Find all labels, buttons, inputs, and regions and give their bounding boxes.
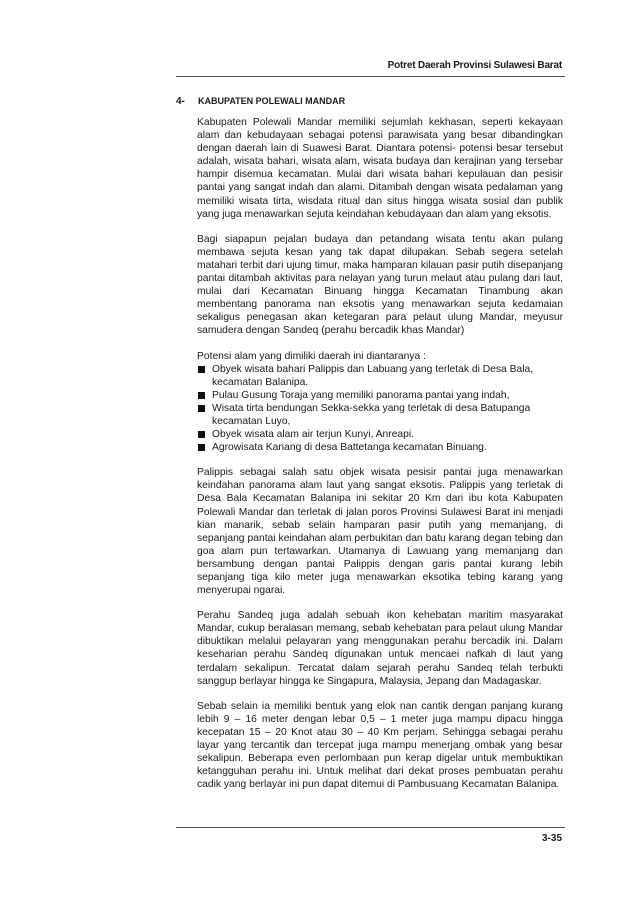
list-item-text: Pulau Gusung Toraja yang memiliki panorama pantai yang indah,	[212, 389, 510, 401]
paragraph-tourism: Bagi siapapun pejalan budaya dan petandang wisata tentu akan pulang membawa sejuta kesan yang tak dapat dilupakan. Sebab segera setelah matahari terbit dari ujung timur, maka hamparan kilauan pasir putih disepanjang pantai ditambah aktivitas para nelayan yang turun melaut atau pulang dari laut, mulai dari Kecamatan Binuang hingga Kecamatan Tinambung akan membentang panorama nan eksotis yang menawarkan sejuta kedamaian sekaligus penegasan akan ketegaran para pelaut ulung Mandar, meyusur samudera dengan Sandeq (perahu bercadik khas Mandar)	[197, 233, 563, 337]
list-item	[197, 389, 563, 402]
square-bullet-icon	[198, 431, 205, 438]
footer-divider	[176, 827, 565, 828]
list-item-text: Obyek wisata alam air terjun Kunyi, Anreapi.	[212, 429, 415, 441]
page-number: 3-35	[541, 833, 562, 844]
square-bullet-icon	[198, 444, 205, 451]
page-header-title: Potret Daerah Provinsi Sulawesi Barat	[387, 60, 562, 71]
list-item	[197, 402, 563, 428]
list-item	[197, 441, 563, 454]
paragraph-palippis: Palippis sebagai salah satu objek wisata pesisir pantai juga menawarkan keindahan panorama alam laut yang sangat eksotis. Palippis yang terletak di Desa Bala Kecamatan Balanipa ini sekitar 20 Km dari ibu kota Kabupaten Polewali Mandar dan terletak di jalan poros Provinsi Sulawesi Barat ini menjadi kian manarik, sebab selain hamparan pasir putih yang memanjang, di sepanjang pantai keindahan alam perbukitan dan batu karang degan tebing dan goa alam pun tertawarkan. Utamanya di Lawuang yang memanjang dan bersambung dengan pantai Palippis dengan garis pantai kurang lebih sepanjang tiga kilo meter juga menawarkan eksotika tebing karang yang menyerupai ngarai.	[197, 467, 563, 597]
potensi-intro: Potensi alam yang dimiliki daerah ini diantaranya :	[197, 350, 426, 362]
main-content	[197, 116, 563, 803]
potensi-list	[197, 363, 563, 455]
square-bullet-icon	[198, 366, 205, 373]
section-number: 4-	[176, 96, 185, 107]
list-item-text: Wisata tirta bendungan Sekka-sekka yang terletak di desa Batupanga kecamatan Luyo,	[212, 402, 531, 427]
list-item-text: Agrowisata Kanang di desa Battetanga kecamatan Binuang.	[212, 442, 487, 454]
header-divider	[176, 76, 565, 77]
square-bullet-icon	[198, 392, 205, 399]
square-bullet-icon	[198, 405, 205, 412]
list-item-text: Obyek wisata bahari Palippis dan Labuang yang terletak di Desa Bala, kecamatan Balanipa.	[212, 363, 534, 388]
paragraph-intro: Kabupaten Polewali Mandar memiliki sejumlah kekhasan, seperti kekayaan alam dan kebudayaan sebagai potensi parawisata yang besar dibandingkan dengan daerah lain di Suawesi Barat. Diantara potensi- potensi besar tersebut adalah, wisata bahari, wisata alam, wisata budaya dan kerajinan yang tersebar hampir disemua kecamatan. Mulai dari wisata bahari kepulauan dan pesisir pantai yang sangat indah dan alami. Ditambah dengan wisata pedalaman yang memiliki wisata tirta, wisdata ritual dan situs hingga wisata sosial dan publik yang juga menawarkan sejuta keindahan kebudayaan dan alam yang eksotis.	[197, 117, 563, 220]
section-title: KABUPATEN POLEWALI MANDAR	[198, 96, 346, 106]
paragraph-sandeq-details: Sebab selain ia memiliki bentuk yang elok nan cantik dengan panjang kurang lebih 9 – 16 meter dengan lebar 0,5 – 1 meter juga mampu dipacu hingga kecepatan 15 – 20 Knot atau 30 – 40 Km perjam. Sehingga sebagai perahu layar yang tercantik dan tercepat juga mampu menerjang ombak yang besar sekalipun. Beberapa even perlombaan pun kerap digelar untuk membuktikan ketangguhan perahu ini. Untuk melihat dari dekat proses pembuatan perahu cadik yang berlayar ini pun dapat ditemui di Pambusuang Kecamatan Balanipa.	[197, 700, 563, 791]
list-item	[197, 428, 563, 441]
list-item	[197, 363, 563, 389]
paragraph-sandeq: Perahu Sandeq juga adalah sebuah ikon kehebatan maritim masyarakat Mandar, cukup beralasan memang, sebab kehebatan para pelaut ulung Mandar dibuktikan melalui pelayaran yang menggunakan perahu bercadik ini. Dalam keseharian perahu Sandeq digunakan untuk mencaei nafkah di laut yang terdalam sekalipun. Tercatat dalam sejarah perahu Sandeq telah terbukti sanggup berlayar hingga ke Singapura, Malaysia, Jepang dan Madagaskar.	[197, 610, 563, 687]
